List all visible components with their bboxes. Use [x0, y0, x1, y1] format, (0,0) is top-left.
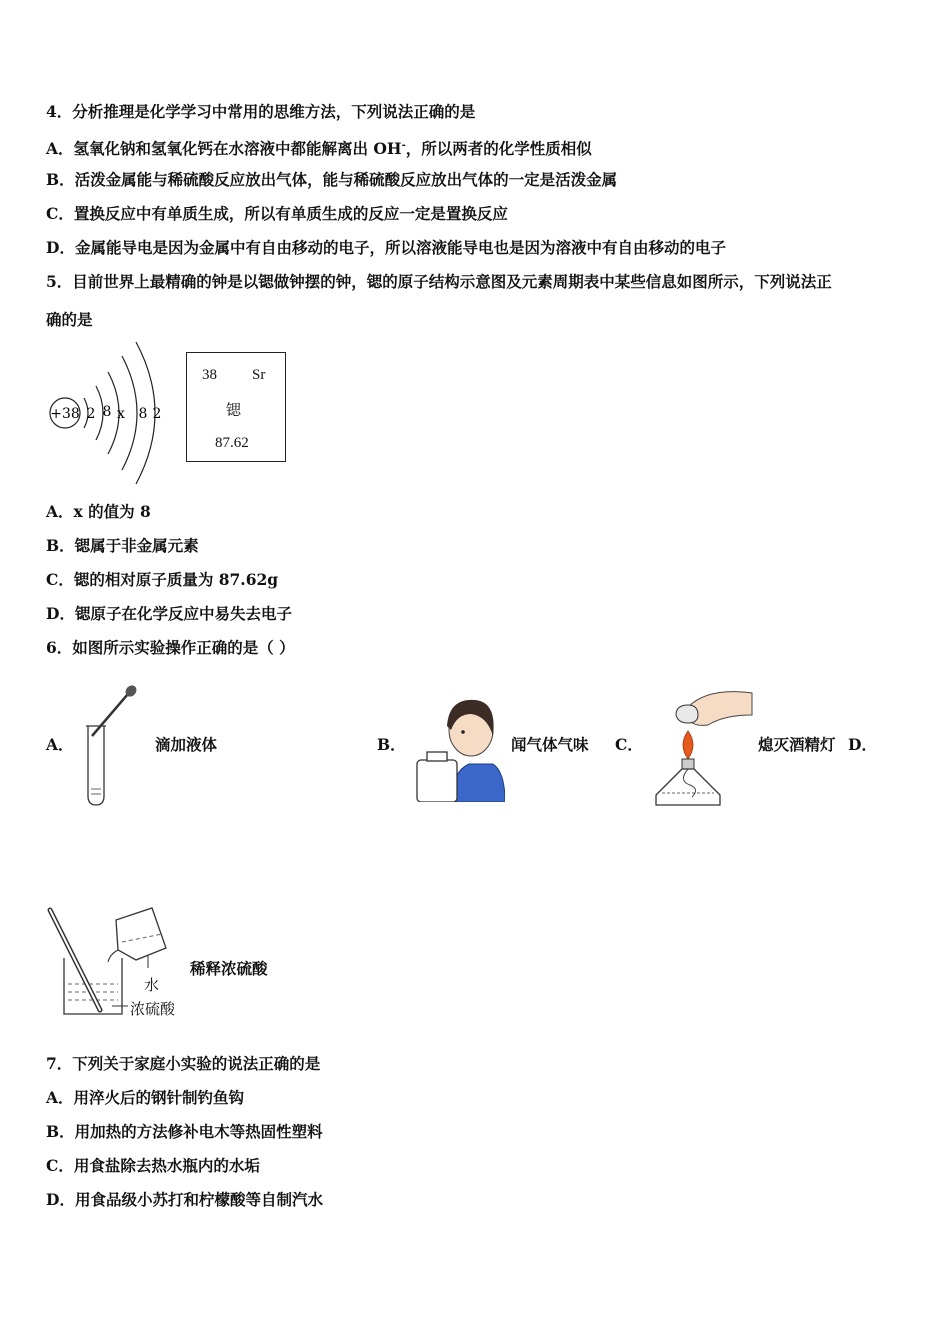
acid-label: 浓硫酸	[130, 1000, 176, 1018]
dropper-figure	[80, 684, 140, 809]
q6-option-d-caption: 稀释浓硫酸	[190, 959, 268, 978]
q6-option-b-letter: B．	[377, 735, 406, 754]
q7-stem: 7．下列关于家庭小实验的说法正确的是	[46, 1054, 321, 1073]
shell-electrons-1: 2	[86, 406, 96, 422]
shell-electrons-5: 2	[152, 406, 162, 422]
q6-option-a-letter: A．	[46, 735, 74, 754]
q6-stem: 6．如图所示实验操作正确的是（ ）	[46, 638, 295, 657]
q4-option-a-pre: A．氢氧化钠和氢氧化钙在水溶液中都能解离出 OH	[46, 139, 402, 159]
shell-electrons-2: 8	[102, 404, 112, 420]
q4-option-d: D．金属能导电是因为金属中有自由移动的电子，所以溶液能导电也是因为溶液中有自由移动的电子	[46, 238, 726, 257]
q6-option-d-letter: D．	[848, 735, 877, 754]
q5-stem-line1: 5．目前世界上最精确的钟是以锶做钟摆的钟，锶的原子结构示意图及元素周期表中某些信息如图所示，下列说法正	[46, 272, 832, 291]
q5-option-b: B．锶属于非金属元素	[46, 536, 199, 555]
dropper-tube	[92, 694, 128, 736]
q7-option-a: A．用淬火后的钢针制钓鱼钩	[46, 1088, 245, 1107]
water-label: 水	[144, 976, 160, 994]
lamp-body	[656, 769, 720, 805]
boy-shirt	[453, 764, 505, 802]
test-tube	[88, 726, 104, 805]
q6-option-c-letter: C．	[615, 735, 643, 754]
q4-option-a	[46, 136, 592, 159]
q4-option-a-post: ，所以两者的化学性质相似	[405, 139, 592, 159]
nucleus-charge: +38	[50, 406, 80, 422]
pouring-beaker	[116, 908, 166, 960]
q4-stem: 4．分析推理是化学学习中常用的思维方法，下列说法正确的是	[46, 102, 476, 121]
atomic-number: 38	[202, 367, 217, 383]
lamp-cap	[676, 705, 698, 723]
flame	[683, 731, 693, 759]
q4-option-c: C．置换反应中有单质生成，所以有单质生成的反应一定是置换反应	[46, 204, 508, 223]
q7-option-d: D．用食品级小苏打和柠檬酸等自制汽水	[46, 1190, 323, 1209]
strontium-atom-diagram	[46, 340, 176, 485]
alcohol-lamp-figure	[648, 685, 753, 807]
periodic-table-cell	[186, 352, 286, 462]
q6-option-b-caption: 闻气体气味	[511, 735, 589, 754]
hand	[688, 692, 752, 726]
q5-option-d: D．锶原子在化学反应中易失去电子	[46, 604, 292, 623]
shell-electrons-3: x	[117, 406, 125, 422]
q5-stem-line2: 确的是	[46, 310, 93, 329]
element-symbol: Sr	[252, 367, 266, 383]
q5-option-a: A．x 的值为 8	[46, 502, 151, 521]
q7-option-c: C．用食盐除去热水瓶内的水垢	[46, 1156, 260, 1175]
gas-bottle	[417, 760, 457, 802]
q7-option-b: B．用加热的方法修补电木等热固性塑料	[46, 1122, 323, 1141]
q6-option-a-caption: 滴加液体	[155, 735, 218, 754]
q4-option-b: B．活泼金属能与稀硫酸反应放出气体，能与稀硫酸反应放出气体的一定是活泼金属	[46, 170, 618, 189]
q5-option-c: C．锶的相对原子质量为 87.62g	[46, 570, 279, 589]
element-name: 锶	[226, 403, 242, 419]
q6-option-c-caption: 熄灭酒精灯	[758, 735, 836, 754]
smell-gas-figure	[413, 690, 505, 802]
atomic-mass: 87.62	[215, 435, 249, 451]
shell-electrons-4: 8	[138, 406, 148, 422]
q4-option-a-sup: -	[401, 140, 406, 151]
